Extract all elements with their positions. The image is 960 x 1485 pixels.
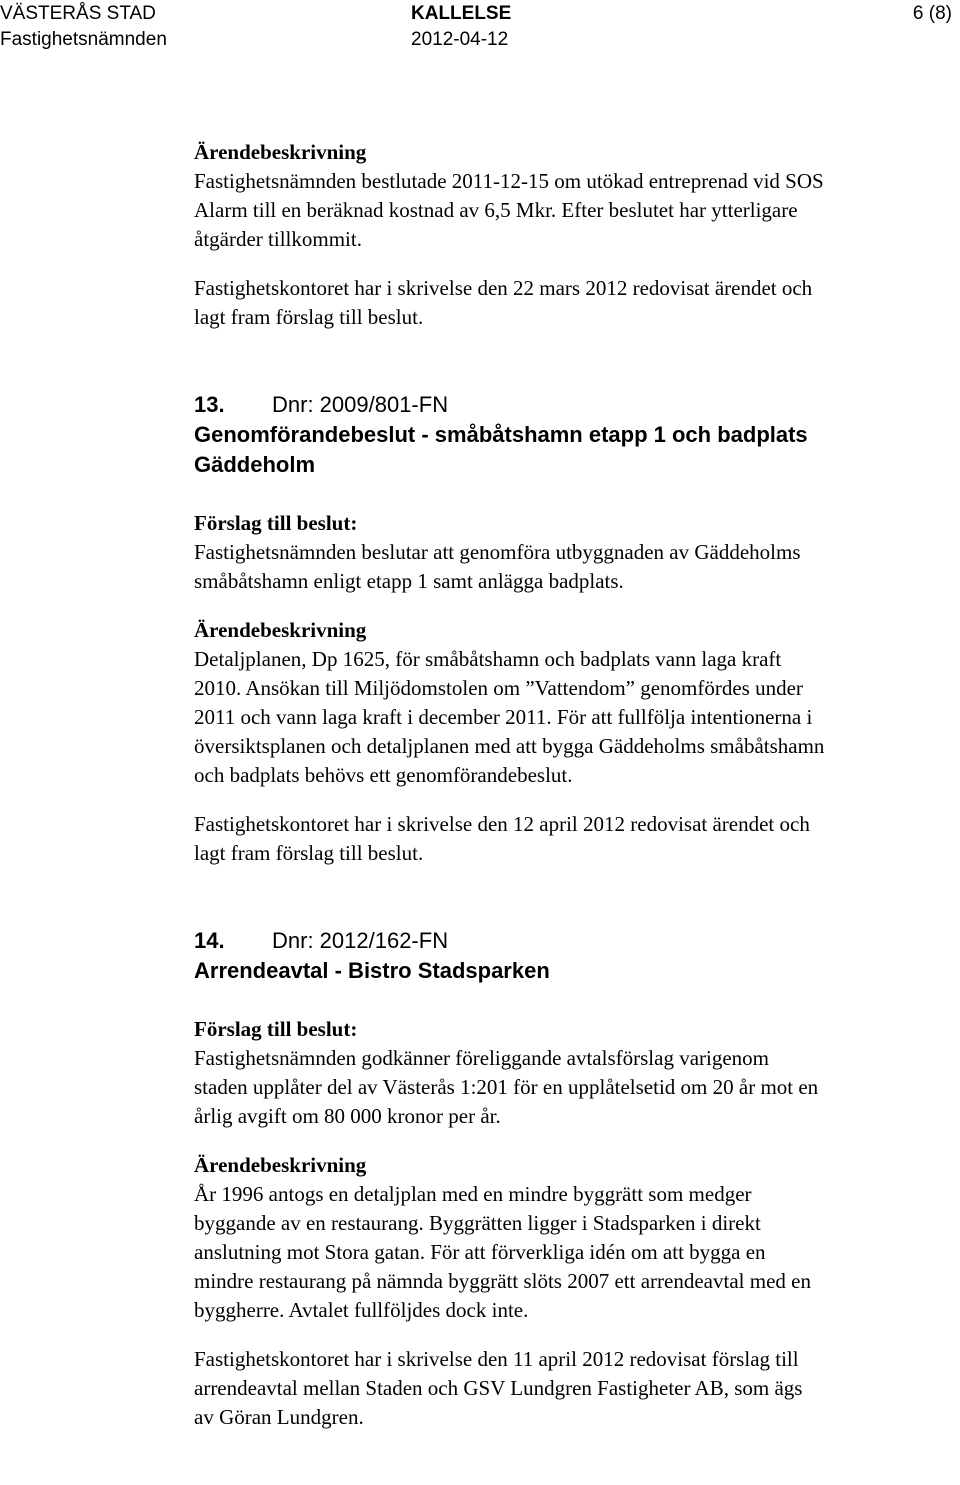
- text-line: Detaljplanen, Dp 1625, för småbåtshamn och badplats vann laga kraft: [194, 647, 782, 671]
- description-heading: Ärendebeskrivning: [194, 1153, 367, 1177]
- intro-heading: Ärendebeskrivning: [194, 140, 367, 164]
- text-line: anslutning mot Stora gatan. För att förverkliga idén om att bygga en: [194, 1240, 766, 1264]
- proposal-paragraph: [194, 1044, 954, 1131]
- text-line: årlig avgift om 80 000 kronor per år.: [194, 1104, 501, 1128]
- text-line: Fastighetsnämnden bestlutade 2011-12-15 om utökad entreprenad vid SOS: [194, 169, 824, 193]
- text-line: byggande av en restaurang. Byggrätten ligger i Stadsparken i direkt: [194, 1211, 761, 1235]
- text-line: 2011 och vann laga kraft i december 2011. För att fullfölja intentionerna i: [194, 705, 813, 729]
- item-title-line: Gäddeholm: [194, 452, 316, 477]
- document-body: [194, 138, 954, 1432]
- item-title-line: Genomförandebeslut - småbåtshamn etapp 1 och badplats: [194, 422, 808, 447]
- text-line: översiktsplanen och detaljplanen med att bygga Gäddeholms småbåtshamn: [194, 734, 825, 758]
- office-paragraph: [194, 810, 954, 868]
- page-header: [0, 0, 960, 60]
- office-paragraph: [194, 1345, 954, 1432]
- text-line: småbåtshamn enligt etapp 1 samt anlägga badplats.: [194, 569, 624, 593]
- text-line: staden upplåter del av Västerås 1:201 för en upplåtelsetid om 20 år mot en: [194, 1075, 819, 1099]
- text-line: Fastighetsnämnden godkänner föreliggande avtalsförslag varigenom: [194, 1046, 769, 1070]
- text-line: Fastighetskontoret har i skrivelse den 22 mars 2012 redovisat ärendet och: [194, 276, 813, 300]
- description-heading: Ärendebeskrivning: [194, 618, 367, 642]
- text-line: Fastighetskontoret har i skrivelse den 11 april 2012 redovisat förslag till: [194, 1347, 799, 1371]
- item-number: 13.: [194, 392, 225, 417]
- text-line: och badplats behövs ett genomförandebeslut.: [194, 763, 573, 787]
- item-dnr: Dnr: 2012/162-FN: [272, 928, 449, 953]
- item-13-heading: [194, 390, 954, 420]
- text-line: Fastighetskontoret har i skrivelse den 12 april 2012 redovisat ärendet och: [194, 812, 810, 836]
- item-dnr: Dnr: 2009/801-FN: [272, 392, 449, 417]
- org-name: VÄSTERÅS STAD: [0, 3, 156, 24]
- document-date: 2012-04-12: [411, 29, 509, 50]
- text-line: lagt fram förslag till beslut.: [194, 305, 424, 329]
- text-line: År 1996 antogs en detaljplan med en mindre byggrätt som medger: [194, 1182, 752, 1206]
- proposal-heading: Förslag till beslut:: [194, 1017, 358, 1041]
- proposal-heading: Förslag till beslut:: [194, 511, 358, 535]
- item-number: 14.: [194, 928, 225, 953]
- text-line: byggherre. Avtalet fullföljdes dock inte.: [194, 1298, 529, 1322]
- text-line: 2010. Ansökan till Miljödomstolen om ”Vattendom” genomfördes under: [194, 676, 803, 700]
- proposal-paragraph: [194, 538, 954, 596]
- page-number: 6 (8): [912, 3, 952, 24]
- text-line: lagt fram förslag till beslut.: [194, 841, 424, 865]
- text-line: arrendeavtal mellan Staden och GSV Lundgren Fastigheter AB, som ägs: [194, 1376, 803, 1400]
- item-title-line: Arrendeavtal - Bistro Stadsparken: [194, 958, 550, 983]
- text-line: Alarm till en beräknad kostnad av 6,5 Mkr. Efter beslutet har ytterligare: [194, 198, 798, 222]
- description-paragraph: [194, 1180, 954, 1325]
- intro-office-paragraph: [194, 274, 954, 332]
- text-line: åtgärder tillkommit.: [194, 227, 362, 251]
- text-line: mindre restaurang på nämnda byggrätt slöts 2007 ett arrendeavtal med en: [194, 1269, 811, 1293]
- department-name: Fastighetsnämnden: [0, 29, 167, 50]
- description-paragraph: [194, 645, 954, 790]
- intro-paragraph: [194, 167, 954, 254]
- text-line: av Göran Lundgren.: [194, 1405, 364, 1429]
- document-type: KALLELSE: [411, 3, 512, 24]
- text-line: Fastighetsnämnden beslutar att genomföra utbyggnaden av Gäddeholms: [194, 540, 801, 564]
- item-14-heading: [194, 926, 954, 956]
